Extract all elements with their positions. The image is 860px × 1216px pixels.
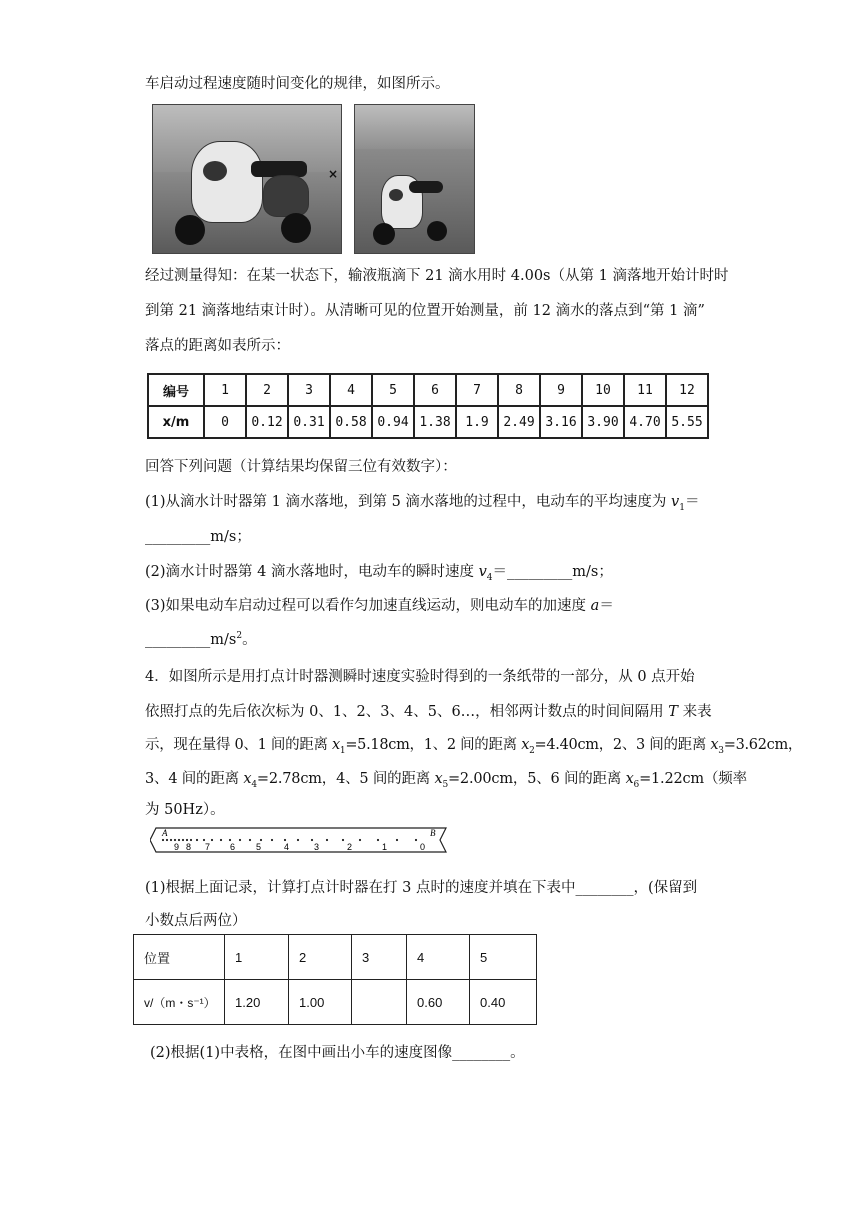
text-line-4: 落点的距离如表所示： xyxy=(145,338,290,354)
table-header-distance: x/m xyxy=(148,406,204,438)
problem-4-line-4: 3、4 间的距离 $x_4=2.78cm$，4、5 间的距离 $x_5=2.00cm$，5、6 间的距离 $x_6=1.22cm$（频率 xyxy=(145,771,747,790)
table-cell: 4 xyxy=(407,935,470,980)
table-cell: 1.38 xyxy=(414,406,456,438)
scooter-photo-1 xyxy=(152,104,342,254)
problem-4-line-2: 依照打点的先后依次标为 0、1、2、3、4、5、6…，相邻两计数点的时间间隔用 T 来表 xyxy=(145,704,712,720)
tape-label-b: B xyxy=(430,828,436,838)
table-cell: 3 xyxy=(352,935,407,980)
table-cell: 1.20 xyxy=(225,980,289,1025)
tape-number: 7 xyxy=(205,842,211,852)
tape-dot xyxy=(220,839,222,841)
tape-number: 5 xyxy=(256,842,262,852)
table-cell: 4.70 xyxy=(624,406,666,438)
table-cell: 5 xyxy=(372,374,414,406)
problem-4-line-3: 示，现在量得 0、1 间的距离 $x_1=5.18cm$，1、2 间的距离 $x_2=4.40cm$，2、3 间的距离 $x_3=3.62cm$， xyxy=(145,737,803,756)
table-cell: 0.12 xyxy=(246,406,288,438)
table-cell: 1 xyxy=(225,935,289,980)
question-1a: (1)从滴水计时器第 1 滴水落地，到第 5 滴水落地的过程中，电动车的平均速度为 $v_1=$ xyxy=(145,494,700,513)
table-cell: 3 xyxy=(288,374,330,406)
tape-dot xyxy=(190,839,192,841)
table-row-numbers xyxy=(148,374,708,406)
tape-dot xyxy=(359,839,361,841)
table-header-position: 位置 xyxy=(134,935,225,980)
drop-distance-table xyxy=(147,373,709,439)
table-cell: 5.55 xyxy=(666,406,708,438)
text-line-2: 经过测量得知：在某一状态下，输液瓶滴下 21 滴水用时 4.00s（从第 1 滴落地开始计时时 xyxy=(145,268,729,284)
table-cell: 7 xyxy=(456,374,498,406)
table-row-distances xyxy=(148,406,708,438)
text-line-intro: 车启动过程速度随时间变化的规律，如图所示。 xyxy=(145,76,450,92)
question-1b: _________m/s； xyxy=(145,529,251,545)
table-cell: 0.94 xyxy=(372,406,414,438)
table-row-velocities xyxy=(134,980,537,1025)
tape-label-a: A xyxy=(162,828,168,838)
tape-dot xyxy=(415,839,417,841)
table-header-number: 编号 xyxy=(148,374,204,406)
tape-dot xyxy=(377,839,379,841)
tape-number: 2 xyxy=(347,842,353,852)
tape-dot xyxy=(166,839,168,841)
table-row-positions xyxy=(134,935,537,980)
table-cell: 9 xyxy=(540,374,582,406)
tape-dot xyxy=(297,839,299,841)
table-cell: 10 xyxy=(582,374,624,406)
tape-number: 8 xyxy=(186,842,192,852)
tape-number: 1 xyxy=(382,842,388,852)
table-cell: 12 xyxy=(666,374,708,406)
question-3a: (3)如果电动车启动过程可以看作匀加速直线运动，则电动车的加速度 a＝ xyxy=(145,598,614,614)
scooter-photo-2 xyxy=(354,104,475,254)
tape-dot xyxy=(186,839,188,841)
tape-dot xyxy=(162,839,164,841)
tape-dot xyxy=(203,839,205,841)
tape-dot xyxy=(249,839,251,841)
question-4-2: (2)根据(1)中表格，在图中画出小车的速度图像________。 xyxy=(150,1045,525,1061)
tape-dot xyxy=(229,839,231,841)
text-line-instructions: 回答下列问题（计算结果均保留三位有效数字）： xyxy=(145,459,457,475)
drip-mark: × xyxy=(328,167,339,181)
tape-dot xyxy=(396,839,398,841)
table-cell: 0 xyxy=(204,406,246,438)
question-3b: $\_\_\_\_\_\_\_\_\_m/s^2$。 xyxy=(145,631,257,648)
text-line-3: 到第 21 滴落地结束计时）。从清晰可见的位置开始测量，前 12 滴水的落点到“第 1 滴” xyxy=(145,303,705,319)
table-cell: 0.31 xyxy=(288,406,330,438)
tape-dot xyxy=(271,839,273,841)
tape-dot xyxy=(196,839,198,841)
question-4-1a: (1)根据上面记录，计算打点计时器在打 3 点时的速度并填在下表中________，(保留到 xyxy=(145,880,698,896)
table-cell: 0.60 xyxy=(407,980,470,1025)
table-cell: 0.40 xyxy=(470,980,537,1025)
table-cell: 2 xyxy=(246,374,288,406)
table-cell: 4 xyxy=(330,374,372,406)
table-cell: 11 xyxy=(624,374,666,406)
tape-dot xyxy=(211,839,213,841)
tape-dot xyxy=(342,839,344,841)
table-cell: 2.49 xyxy=(498,406,540,438)
problem-4-line-5: 为 50Hz）。 xyxy=(145,802,225,818)
table-cell: 1 xyxy=(204,374,246,406)
tape-dot xyxy=(182,839,184,841)
velocity-table xyxy=(133,934,537,1025)
tape-dot xyxy=(170,839,172,841)
table-cell: 1.9 xyxy=(456,406,498,438)
problem-4-line-1: 4．如图所示是用打点计时器测瞬时速度实验时得到的一条纸带的一部分，从 0 点开始 xyxy=(145,669,695,685)
velocity-answer-blank[interactable] xyxy=(352,980,407,1025)
table-cell: 8 xyxy=(498,374,540,406)
table-cell: 0.58 xyxy=(330,406,372,438)
question-2: (2)滴水计时器第 4 滴水落地时，电动车的瞬时速度 $v_4=\_\_\_\_\_\_\_\_\_m/s$； xyxy=(145,564,613,583)
table-header-velocity: v/（m・s⁻¹） xyxy=(134,980,225,1025)
table-cell: 1.00 xyxy=(289,980,352,1025)
tape-dot xyxy=(326,839,328,841)
table-cell: 6 xyxy=(414,374,456,406)
table-cell: 5 xyxy=(470,935,537,980)
question-4-1b: 小数点后两位） xyxy=(145,913,247,929)
tape-number: 3 xyxy=(314,842,320,852)
tape-dot xyxy=(311,839,313,841)
tape-dot xyxy=(260,839,262,841)
table-cell: 3.16 xyxy=(540,406,582,438)
tape-number: 9 xyxy=(174,842,180,852)
paper-tape-diagram xyxy=(150,826,450,854)
tape-number: 0 xyxy=(420,842,426,852)
tape-dot xyxy=(174,839,176,841)
tape-number: 6 xyxy=(230,842,236,852)
tape-dot xyxy=(284,839,286,841)
table-cell: 3.90 xyxy=(582,406,624,438)
tape-number: 4 xyxy=(284,842,290,852)
table-cell: 2 xyxy=(289,935,352,980)
tape-dot xyxy=(178,839,180,841)
tape-dot xyxy=(239,839,241,841)
